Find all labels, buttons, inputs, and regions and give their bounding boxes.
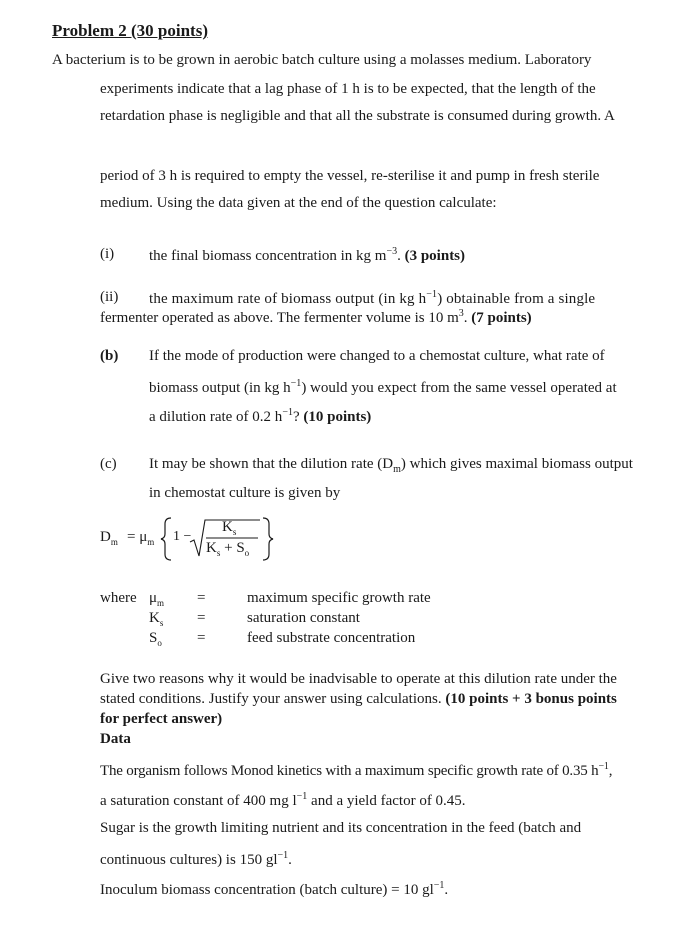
data-line-1: The organism follows Monod kinetics with a maximum specific growth rate of 0.35 $h^{-1}$, [100, 761, 613, 779]
part-i-label: (i) [100, 246, 115, 262]
part-b-line-1: If the mode of production were changed to a chemostat culture, what rate of [149, 348, 605, 364]
def-symbol-ks: $K_s$ [149, 610, 164, 628]
part-ii-line-2: fermenter operated as above. The fermenter volume is 10 $m^3$. (7 points) [100, 308, 532, 326]
dilution-rate-equation [100, 508, 300, 568]
intro-line-2: experiments indicate that a lag phase of 1 h is to be expected, that the length of the [100, 81, 596, 97]
equation-denominator: $K_s + S_o$ [206, 540, 250, 558]
part-c-line-2: in chemostat culture is given by [149, 485, 341, 501]
part-c-label: (c) [100, 456, 117, 472]
intro-line-4: period of 3 h is required to empty the vessel, re-sterilise it and pump in fresh sterile [100, 168, 600, 184]
part-i-text: the final biomass concentration in kg $m^{-3}$. (3 points) [149, 246, 466, 264]
intro-line-5: medium. Using the data given at the end of the question calculate: [100, 195, 497, 211]
part-ii-line-1: the maximum rate of biomass output (in kg $h^{-1}$) obtainable from a single [149, 289, 596, 307]
part-c-line-1: It may be shown that the dilution rate $(D_m)$ which gives maximal biomass output [149, 456, 633, 475]
data-line-3: Sugar is the growth limiting nutrient and its concentration in the feed (batch and [100, 820, 582, 836]
equation-one-minus: 1 − [173, 529, 192, 544]
def-equals: = [197, 630, 206, 646]
part-b-line-2: biomass output (in kg $h^{-1}$) would you expect from the same vessel operated at [149, 378, 617, 396]
problem-title: Problem 2 (30 points) [52, 21, 208, 40]
part-ii-label: (ii) [100, 289, 119, 305]
reasons-line-3: for perfect answer) [100, 711, 223, 727]
data-line-2: a saturation constant of 400 mg $l^{-1}$ and a yield factor of 0.45. [100, 791, 466, 809]
where-label: where [100, 590, 137, 606]
def-equals: = [197, 610, 206, 626]
intro-line-3: retardation phase is negligible and that all the substrate is consumed during growth. A [100, 108, 615, 124]
def-symbol-mu: $\mu_m$ [149, 590, 165, 608]
reasons-line-2: stated conditions. Justify your answer using calculations. (10 points + 3 bonus points [100, 691, 617, 707]
equation-numerator: $K_s$ [222, 519, 237, 537]
equation-lhs: $D_m$ [100, 529, 118, 547]
def-meaning: feed substrate concentration [247, 630, 416, 646]
data-line-5: Inoculum biomass concentration (batch culture) = 10 $gl^{-1}$. [100, 880, 449, 898]
def-equals: = [197, 590, 206, 606]
def-symbol-so: $S_o$ [149, 630, 162, 648]
def-meaning: maximum specific growth rate [247, 590, 431, 606]
reasons-line-1: Give two reasons why it would be inadvisable to operate at this dilution rate under the [100, 671, 617, 687]
data-line-4: continuous cultures) is 150 $gl^{-1}$. [100, 850, 292, 868]
def-meaning: saturation constant [247, 610, 360, 626]
part-b-line-3: a dilution rate of 0.2 $h^{-1}$? (10 points) [149, 407, 372, 425]
part-b-label: (b) [100, 348, 119, 364]
intro-line-1: A bacterium is to be grown in aerobic batch culture using a molasses medium. Laboratory [52, 52, 592, 68]
data-heading: Data [100, 731, 131, 747]
equation-mu: = $\mu_m$ [127, 529, 155, 547]
